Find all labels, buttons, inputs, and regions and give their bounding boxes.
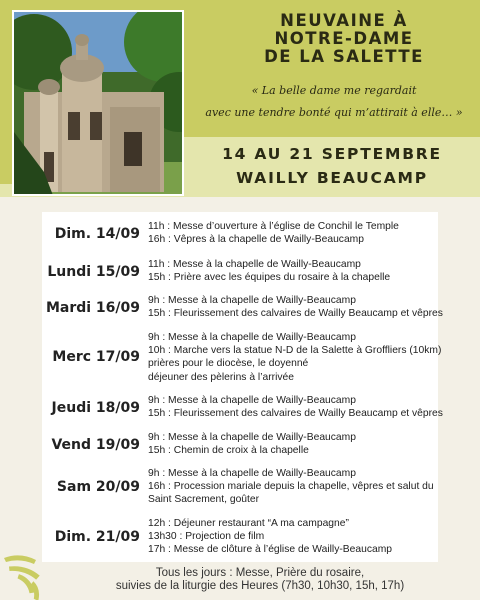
event-line: 11h : Messe à la chapelle de Wailly-Beaucamp [148, 259, 361, 270]
event-list [148, 431, 438, 457]
event-list [148, 294, 443, 320]
event-line: 13h30 : Projection de film [148, 531, 265, 543]
event-line: 12h : Déjeuner restaurant “A ma campagne” [148, 518, 349, 529]
page-title: NEUVAINE À NOTRE-DAME DE LA SALETTE [264, 11, 424, 66]
day-label: Merc 17/09 [52, 349, 140, 365]
event-list [148, 517, 438, 557]
footer-line: Tous les jours : Messe, Prière du rosaire, [155, 567, 365, 579]
footer-line: suivies de la liturgie des Heures (7h30, 10h30, 15h, 17h) [115, 580, 405, 592]
event-line: 17h : Messe de clôture à l’église de Wailly-Beaucamp [148, 544, 393, 556]
schedule-card [42, 212, 443, 562]
day-label: Lundi 15/09 [47, 264, 140, 280]
chapel-photo [12, 10, 184, 196]
event-list [148, 331, 442, 384]
event-list [148, 467, 438, 507]
event-line: 16h : Procession mariale depuis la chapelle, vêpres et salut du [148, 481, 434, 493]
event-line: 9h : Messe à la chapelle de Wailly-Beaucamp [148, 432, 356, 443]
day-label: Jeudi 18/09 [51, 400, 140, 416]
event-line: 15h : Chemin de croix à la chapelle [148, 445, 309, 457]
day-label: Sam 20/09 [56, 479, 140, 495]
event-line: 15h : Fleurissement des calvaires de Wailly Beaucamp et vêpres [148, 308, 443, 320]
event-list [148, 258, 438, 284]
location: WAILLY BEAUCAMP [236, 169, 428, 187]
day-label: Dim. 21/09 [54, 529, 140, 545]
day-label: Dim. 14/09 [54, 226, 140, 242]
event-line: 15h : Prière avec les équipes du rosaire à la chapelle [148, 272, 391, 284]
dates-range: 14 AU 21 SEPTEMBRE [222, 145, 442, 163]
event-line: 9h : Messe à la chapelle de Wailly-Beaucamp [148, 332, 356, 343]
event-line: 9h : Messe à la chapelle de Wailly-Beaucamp [148, 395, 356, 406]
dates-banner [184, 137, 480, 197]
event-line: 16h : Vêpres à la chapelle de Wailly-Beaucamp [148, 234, 364, 246]
event-line: 9h : Messe à la chapelle de Wailly-Beaucamp [148, 295, 356, 306]
quote-text: « La belle dame me regardait avec une tendre bonté qui m’attirait à elle… » [205, 84, 463, 119]
event-line: prières pour le diocèse, le doyenné [148, 358, 309, 370]
event-line: Saint Sacrement, goûter [148, 494, 260, 506]
event-line: 11h : Messe d’ouverture à l’église de Conchil le Temple [148, 221, 399, 232]
footer-note [60, 567, 460, 593]
event-line: 9h : Messe à la chapelle de Wailly-Beaucamp [148, 468, 356, 479]
day-label: Vend 19/09 [51, 437, 140, 453]
event-line: 15h : Fleurissement des calvaires de Wailly Beaucamp et vêpres [148, 408, 443, 420]
event-line: 10h : Marche vers la statue N-D de la Salette à Groffliers (10km) [148, 345, 442, 357]
event-list [148, 394, 443, 420]
day-label: Mardi 16/09 [45, 300, 140, 316]
event-line: déjeuner des pèlerins à l’arrivée [148, 371, 294, 383]
event-list [148, 220, 438, 246]
